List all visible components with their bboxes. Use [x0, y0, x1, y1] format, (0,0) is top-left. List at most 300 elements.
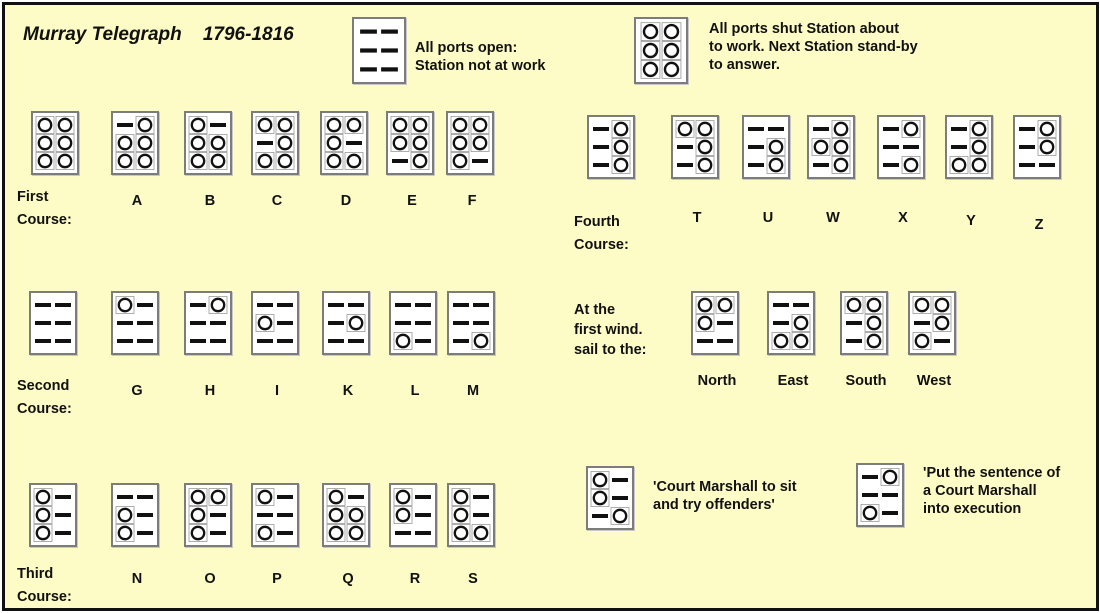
- open-port: [279, 155, 291, 167]
- open-port: [795, 317, 807, 329]
- shutter-bar: [883, 127, 899, 131]
- shutter-bar: [453, 303, 469, 307]
- shutter-bar: [883, 163, 899, 167]
- shutter-bar: [677, 145, 693, 149]
- open-port: [615, 141, 627, 153]
- signal-label: C: [271, 193, 283, 209]
- shutter-grid: [879, 117, 923, 177]
- open-port: [719, 299, 731, 311]
- open-port: [39, 155, 51, 167]
- signal-k: [322, 291, 370, 355]
- signal-z: [1013, 115, 1061, 179]
- open-port: [119, 155, 131, 167]
- shutter-bar: [717, 339, 733, 343]
- signal-s: [447, 483, 495, 547]
- shutter-grid: [744, 117, 788, 177]
- shutter-bar: [395, 303, 411, 307]
- shutter-bar: [360, 30, 377, 34]
- open-port: [973, 159, 985, 171]
- shutter-bar: [473, 303, 489, 307]
- shutter-bar: [277, 303, 293, 307]
- signal-d: [320, 111, 368, 175]
- shutter-grid: [391, 293, 435, 353]
- shutter-bar: [328, 303, 344, 307]
- shutter-bar: [395, 531, 411, 535]
- second-course-label: Second Course:: [17, 378, 72, 417]
- shutter-bar: [55, 531, 71, 535]
- open-port: [474, 137, 486, 149]
- shutter-grid: [113, 485, 157, 545]
- open-port: [835, 123, 847, 135]
- signal-label: Y: [966, 213, 976, 229]
- shutter-grid: [253, 293, 297, 353]
- shutter-grid: [388, 113, 432, 173]
- signal-label: S: [468, 571, 478, 587]
- shutter-grid: [31, 485, 75, 545]
- open-port: [953, 159, 965, 171]
- signal-i: [251, 291, 299, 355]
- open-port: [699, 159, 711, 171]
- signal-f: [446, 111, 494, 175]
- shutter-bar: [137, 321, 153, 325]
- shutter-bar: [277, 321, 293, 325]
- open-port: [615, 159, 627, 171]
- shutter-bar: [748, 127, 764, 131]
- shutter-bar: [35, 321, 51, 325]
- open-port: [119, 299, 131, 311]
- shutter-bar: [1019, 127, 1035, 131]
- shutter-bar: [55, 513, 71, 517]
- shutter-bar: [117, 495, 133, 499]
- signal-w: [807, 115, 855, 179]
- open-port: [119, 509, 131, 521]
- open-port: [259, 119, 271, 131]
- shutter-bar: [210, 513, 226, 517]
- open-port: [795, 335, 807, 347]
- shutter-bar: [882, 511, 898, 515]
- open-port: [474, 119, 486, 131]
- shutter-bar: [55, 303, 71, 307]
- open-port: [835, 159, 847, 171]
- open-port: [279, 137, 291, 149]
- course-indicator-signal: [587, 115, 635, 179]
- shutter-bar: [210, 123, 226, 127]
- signal-l: [389, 291, 437, 355]
- shutter-bar: [117, 339, 133, 343]
- open-port: [594, 492, 606, 504]
- shutter-grid: [588, 468, 632, 528]
- shutter-bar: [882, 493, 898, 497]
- open-port: [39, 137, 51, 149]
- open-port: [328, 155, 340, 167]
- open-port: [454, 119, 466, 131]
- open-port: [615, 123, 627, 135]
- shutter-bar: [381, 67, 398, 71]
- all-shut-signal: [634, 17, 688, 84]
- open-port: [644, 63, 657, 76]
- shutter-bar: [117, 123, 133, 127]
- open-port: [139, 137, 151, 149]
- shutter-bar: [903, 145, 919, 149]
- shutter-bar: [951, 145, 967, 149]
- first-course-label: First Course:: [17, 189, 72, 228]
- open-port: [699, 123, 711, 135]
- open-port: [259, 491, 271, 503]
- shutter-bar: [190, 303, 206, 307]
- shutter-bar: [137, 303, 153, 307]
- signal-east: [767, 291, 815, 355]
- shutter-bar: [381, 48, 398, 52]
- shutter-bar: [257, 141, 273, 145]
- execution-text: 'Put the sentence of a Court Marshall into execution: [923, 465, 1061, 517]
- chart-title: Murray Telegraph 1796-1816: [23, 24, 294, 45]
- open-port: [192, 137, 204, 149]
- signal-y: [945, 115, 993, 179]
- shutter-grid: [31, 293, 75, 353]
- shutter-bar: [914, 321, 930, 325]
- signal-label: East: [777, 373, 809, 389]
- shutter-bar: [862, 493, 878, 497]
- signal-label: G: [131, 383, 143, 399]
- open-port: [770, 141, 782, 153]
- course-indicator-signal: [29, 483, 77, 547]
- open-port: [397, 335, 409, 347]
- signal-t: [671, 115, 719, 179]
- shutter-grid: [324, 485, 368, 545]
- signal-label: D: [340, 193, 352, 209]
- open-port: [348, 119, 360, 131]
- open-port: [59, 137, 71, 149]
- signal-label: North: [697, 373, 737, 389]
- signal-label: I: [274, 383, 280, 399]
- open-port: [414, 137, 426, 149]
- open-port: [397, 491, 409, 503]
- open-port: [279, 119, 291, 131]
- open-port: [394, 137, 406, 149]
- signal-g: [111, 291, 159, 355]
- signal-label: M: [466, 383, 480, 399]
- signal-label: Z: [1034, 217, 1044, 233]
- signal-label: X: [898, 210, 908, 226]
- shutter-bar: [612, 496, 628, 500]
- open-port: [212, 155, 224, 167]
- shutter-bar: [360, 48, 377, 52]
- open-port: [868, 317, 880, 329]
- signal-south: [840, 291, 888, 355]
- open-port: [475, 527, 487, 539]
- shutter-grid: [636, 19, 686, 82]
- telegraph-chart: [2, 2, 1099, 611]
- open-port: [330, 509, 342, 521]
- shutter-bar: [137, 339, 153, 343]
- open-port: [192, 491, 204, 503]
- shutter-grid: [809, 117, 853, 177]
- signal-label: West: [916, 373, 952, 389]
- open-port: [39, 119, 51, 131]
- open-port: [848, 299, 860, 311]
- open-port: [414, 155, 426, 167]
- shutter-bar: [55, 321, 71, 325]
- shutter-bar: [697, 339, 713, 343]
- open-port: [59, 119, 71, 131]
- open-port: [394, 119, 406, 131]
- open-port: [350, 317, 362, 329]
- all-open-signal: [352, 17, 406, 84]
- signal-label: F: [467, 193, 477, 209]
- shutter-bar: [453, 321, 469, 325]
- open-port: [1041, 123, 1053, 135]
- shutter-bar: [210, 531, 226, 535]
- signal-label: K: [342, 383, 354, 399]
- signal-north: [691, 291, 739, 355]
- shutter-bar: [55, 339, 71, 343]
- signal-r: [389, 483, 437, 547]
- shutter-bar: [55, 495, 71, 499]
- shutter-bar: [415, 495, 431, 499]
- open-port: [414, 119, 426, 131]
- shutter-bar: [1019, 145, 1035, 149]
- open-port: [259, 155, 271, 167]
- signal-label: P: [272, 571, 282, 587]
- shutter-grid: [322, 113, 366, 173]
- signal-label: A: [131, 193, 143, 209]
- shutter-bar: [257, 339, 273, 343]
- open-port: [350, 527, 362, 539]
- open-port: [884, 471, 896, 483]
- shutter-bar: [210, 339, 226, 343]
- signal-n: [111, 483, 159, 547]
- signal-label: H: [204, 383, 216, 399]
- shutter-bar: [415, 513, 431, 517]
- shutter-bar: [592, 514, 608, 518]
- shutter-bar: [415, 531, 431, 535]
- signal-a: [111, 111, 159, 175]
- shutter-bar: [453, 339, 469, 343]
- shutter-grid: [842, 293, 886, 353]
- signal-m: [447, 291, 495, 355]
- shutter-bar: [328, 339, 344, 343]
- open-port: [644, 44, 657, 57]
- open-port: [192, 155, 204, 167]
- open-port: [614, 510, 626, 522]
- open-port: [835, 141, 847, 153]
- shutter-bar: [257, 513, 273, 517]
- shutter-bar: [35, 303, 51, 307]
- shutter-bar: [768, 127, 784, 131]
- signal-x: [877, 115, 925, 179]
- open-port: [119, 527, 131, 539]
- open-port: [59, 155, 71, 167]
- shutter-grid: [391, 485, 435, 545]
- shutter-bar: [473, 495, 489, 499]
- shutter-bar: [348, 303, 364, 307]
- signal-label: L: [410, 383, 420, 399]
- signal-o: [184, 483, 232, 547]
- shutter-grid: [253, 113, 297, 173]
- signal-label: W: [826, 210, 840, 226]
- open-port: [330, 527, 342, 539]
- all-open-note: All ports open: Station not at work: [415, 40, 546, 74]
- open-port: [775, 335, 787, 347]
- third-course-label: Third Course:: [17, 566, 72, 605]
- open-port: [699, 141, 711, 153]
- open-port: [868, 335, 880, 347]
- open-port: [139, 155, 151, 167]
- shutter-grid: [449, 485, 493, 545]
- open-port: [770, 159, 782, 171]
- shutter-bar: [1019, 163, 1035, 167]
- signal-label: O: [204, 571, 216, 587]
- shutter-bar: [773, 303, 789, 307]
- shutter-bar: [748, 145, 764, 149]
- signal-u: [742, 115, 790, 179]
- open-port: [455, 509, 467, 521]
- shutter-bar: [748, 163, 764, 167]
- shutter-grid: [186, 293, 230, 353]
- shutter-bar: [381, 30, 398, 34]
- open-port: [192, 119, 204, 131]
- shutter-grid: [33, 113, 77, 173]
- shutter-bar: [473, 513, 489, 517]
- open-port: [212, 491, 224, 503]
- open-port: [916, 335, 928, 347]
- open-port: [905, 123, 917, 135]
- open-port: [868, 299, 880, 311]
- signal-p: [251, 483, 299, 547]
- open-port: [348, 155, 360, 167]
- shutter-bar: [415, 321, 431, 325]
- shutter-grid: [947, 117, 991, 177]
- shutter-grid: [186, 113, 230, 173]
- open-port: [192, 527, 204, 539]
- shutter-grid: [693, 293, 737, 353]
- shutter-bar: [35, 339, 51, 343]
- open-port: [936, 317, 948, 329]
- open-port: [330, 491, 342, 503]
- wind-label: At the first wind. sail to the:: [574, 302, 647, 358]
- open-port: [212, 299, 224, 311]
- shutter-grid: [1015, 117, 1059, 177]
- all-shut-note: All ports shut Station about to work. Next Station stand-by to answer.: [709, 21, 918, 73]
- signal-west: [908, 291, 956, 355]
- shutter-grid: [186, 485, 230, 545]
- shutter-bar: [210, 321, 226, 325]
- signal-q: [322, 483, 370, 547]
- shutter-bar: [137, 513, 153, 517]
- open-port: [644, 25, 657, 38]
- signal-label: U: [762, 210, 774, 226]
- open-port: [350, 509, 362, 521]
- shutter-bar: [277, 495, 293, 499]
- shutter-bar: [328, 321, 344, 325]
- shutter-bar: [137, 531, 153, 535]
- open-port: [397, 509, 409, 521]
- shutter-bar: [717, 321, 733, 325]
- signal-label: South: [845, 373, 887, 389]
- open-port: [192, 509, 204, 521]
- open-port: [665, 25, 678, 38]
- shutter-bar: [862, 475, 878, 479]
- shutter-grid: [324, 293, 368, 353]
- open-port: [37, 509, 49, 521]
- execution-signal: [856, 463, 904, 527]
- signal-c: [251, 111, 299, 175]
- open-port: [594, 474, 606, 486]
- shutter-bar: [612, 478, 628, 482]
- open-port: [139, 119, 151, 131]
- shutter-bar: [677, 163, 693, 167]
- fourth-course-label: Fourth Course:: [574, 214, 629, 253]
- signal-e: [386, 111, 434, 175]
- shutter-bar: [415, 303, 431, 307]
- shutter-grid: [253, 485, 297, 545]
- signal-label: R: [409, 571, 421, 587]
- shutter-bar: [360, 67, 377, 71]
- open-port: [905, 159, 917, 171]
- open-port: [699, 299, 711, 311]
- open-port: [973, 123, 985, 135]
- signal-h: [184, 291, 232, 355]
- open-port: [679, 123, 691, 135]
- shutter-bar: [951, 127, 967, 131]
- shutter-grid: [910, 293, 954, 353]
- shutter-bar: [277, 513, 293, 517]
- open-port: [936, 299, 948, 311]
- signal-label: N: [131, 571, 143, 587]
- shutter-bar: [277, 531, 293, 535]
- shutter-bar: [593, 127, 609, 131]
- open-port: [37, 491, 49, 503]
- shutter-grid: [449, 293, 493, 353]
- shutter-bar: [117, 321, 133, 325]
- open-port: [665, 63, 678, 76]
- open-port: [455, 527, 467, 539]
- shutter-bar: [190, 339, 206, 343]
- shutter-bar: [846, 339, 862, 343]
- shutter-bar: [392, 159, 408, 163]
- shutter-grid: [113, 113, 157, 173]
- open-port: [815, 141, 827, 153]
- shutter-grid: [673, 117, 717, 177]
- open-port: [864, 507, 876, 519]
- shutter-bar: [346, 141, 362, 145]
- shutter-bar: [793, 303, 809, 307]
- signal-label: B: [204, 193, 216, 209]
- open-port: [455, 491, 467, 503]
- open-port: [699, 317, 711, 329]
- shutter-grid: [589, 117, 633, 177]
- shutter-bar: [137, 495, 153, 499]
- open-port: [454, 137, 466, 149]
- open-port: [119, 137, 131, 149]
- open-port: [328, 119, 340, 131]
- shutter-grid: [858, 465, 902, 525]
- open-port: [328, 137, 340, 149]
- shutter-bar: [813, 127, 829, 131]
- shutter-bar: [1039, 163, 1055, 167]
- shutter-bar: [415, 339, 431, 343]
- shutter-bar: [473, 321, 489, 325]
- open-port: [454, 155, 466, 167]
- shutter-grid: [448, 113, 492, 173]
- open-port: [259, 527, 271, 539]
- shutter-bar: [846, 321, 862, 325]
- open-port: [916, 299, 928, 311]
- shutter-bar: [348, 495, 364, 499]
- shutter-bar: [813, 163, 829, 167]
- shutter-bar: [257, 303, 273, 307]
- signal-label: E: [407, 193, 417, 209]
